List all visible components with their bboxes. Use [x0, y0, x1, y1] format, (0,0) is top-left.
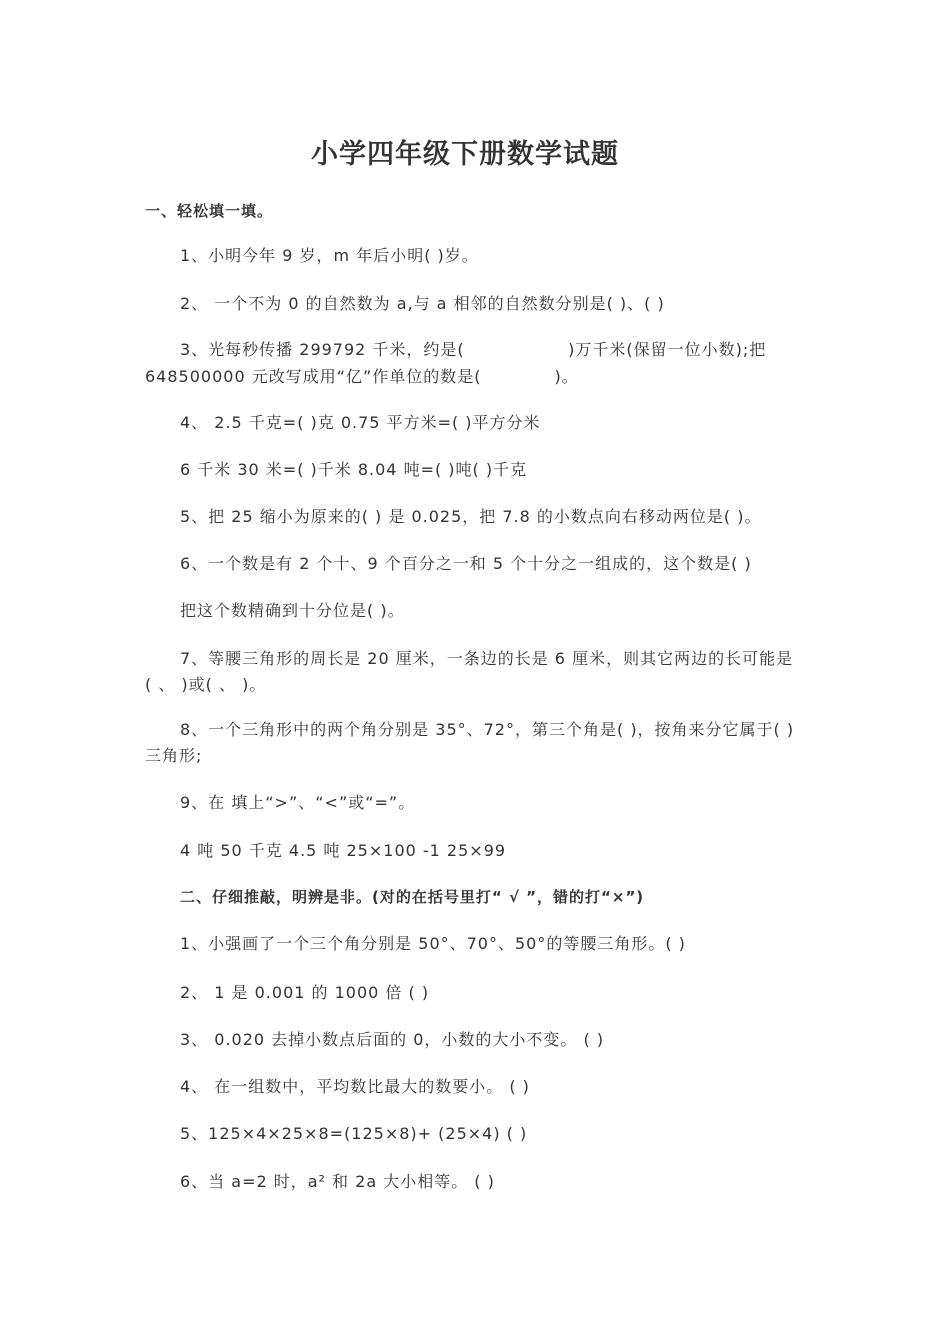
question-1-7-line1: 7、等腰三角形的周长是 20 厘米，一条边的长是 6 厘米，则其它两边的长可能是: [180, 649, 794, 668]
question-1-5: 5、把 25 缩小为原来的( ) 是 0.025，把 7.8 的小数点向右移动两位是( )。: [180, 507, 762, 526]
question-1-3-line1: 3、光每秒传播 299792 千米，约是( )万千米(保留一位小数);把: [180, 340, 767, 359]
question-2-6: 6、当 a=2 时，a² 和 2a 大小相等。 ( ): [180, 1172, 495, 1191]
question-1-4-line2: 6 千米 30 米=( )千米 8.04 吨=( )吨( )千克: [180, 460, 528, 479]
section-2-heading: 二、仔细推敲，明辨是非。(对的在括号里打“ √ ”，错的打“×”): [180, 888, 645, 906]
question-1-2: 2、 一个不为 0 的自然数为 a,与 a 相邻的自然数分别是( )、( ): [180, 294, 665, 313]
question-1-3-line2: 648500000 元改写成用“亿”作单位的数是( )。: [145, 367, 579, 386]
question-1-4-line1: 4、 2.5 千克=( )克 0.75 平方米=( )平方分米: [180, 413, 541, 432]
question-1-7-line2: ( 、 )或( 、 )。: [145, 675, 267, 694]
question-1-6-line1: 6、一个数是有 2 个十、9 个百分之一和 5 个十分之一组成的，这个数是( ): [180, 554, 752, 573]
section-1-heading: 一、轻松填一填。: [145, 202, 274, 220]
question-2-4: 4、 在一组数中，平均数比最大的数要小。 ( ): [180, 1077, 530, 1096]
question-1-9-line2: 4 吨 50 千克 4.5 吨 25×100 -1 25×99: [180, 841, 507, 860]
question-2-3: 3、 0.020 去掉小数点后面的 0，小数的大小不变。 ( ): [180, 1030, 605, 1049]
question-1-8-line1: 8、一个三角形中的两个角分别是 35°、72°，第三个角是( )，按角来分它属于( ): [180, 720, 795, 739]
question-1-8-line2: 三角形;: [145, 746, 203, 765]
page-title: 小学四年级下册数学试题: [311, 139, 619, 170]
question-1-6-line2: 把这个数精确到十分位是( )。: [180, 601, 405, 620]
question-2-2: 2、 1 是 0.001 的 1000 倍 ( ): [180, 983, 430, 1002]
question-2-5: 5、125×4×25×8=(125×8)+ (25×4) ( ): [180, 1124, 528, 1143]
question-1-1: 1、小明今年 9 岁，m 年后小明( )岁。: [180, 246, 479, 265]
question-2-1: 1、小强画了一个三个角分别是 50°、70°、50°的等腰三角形。( ): [180, 934, 686, 953]
question-1-9-line1: 9、在 填上“>”、“<”或“=”。: [180, 793, 416, 812]
